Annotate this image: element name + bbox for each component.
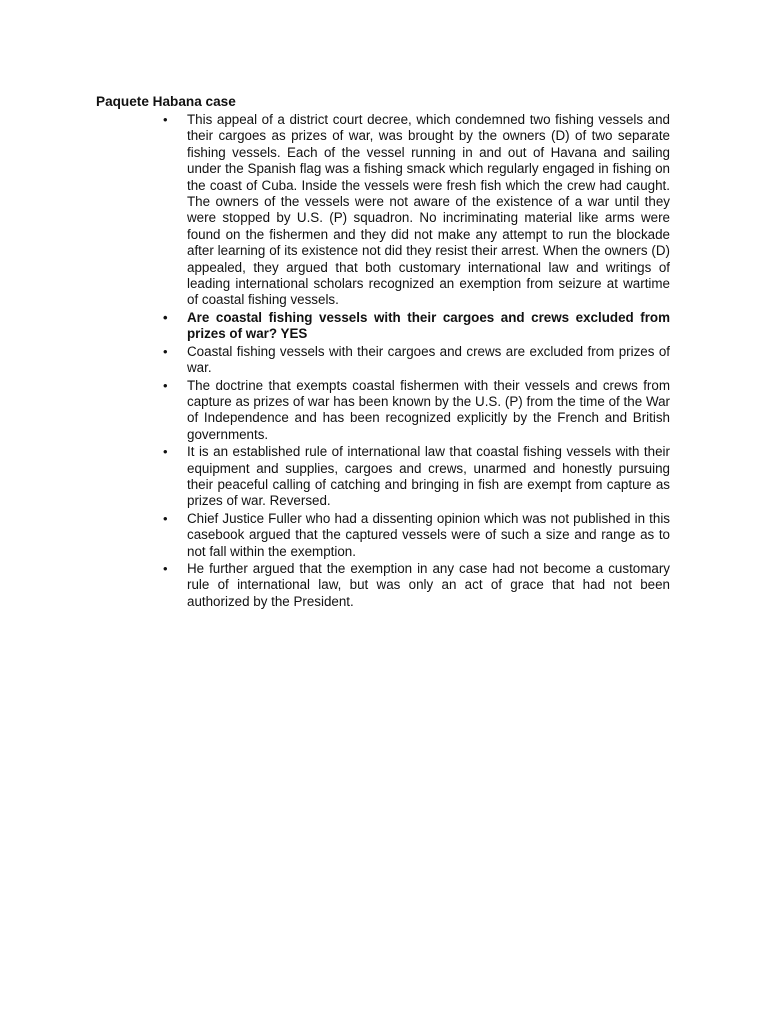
page-title: Paquete Habana case xyxy=(96,94,236,109)
bullet-icon: • xyxy=(163,343,168,359)
list-item-text: Chief Justice Fuller who had a dissenting opinion which was not published in this casebook argued that the captured vessels were of such a size and range as to not fall within the exemption. xyxy=(187,510,670,559)
list-item-text: The doctrine that exempts coastal fishermen with their vessels and crews from capture as prizes of war has been known by the U.S. (P) from the time of the War of Independence and has been recognized explicitly by the French and British governments. xyxy=(187,377,670,442)
bullet-icon: • xyxy=(163,510,168,526)
list-item-facts xyxy=(160,112,670,309)
list-item-holding xyxy=(160,444,670,510)
list-item-rule xyxy=(160,344,670,377)
list-item-text: He further argued that the exemption in any case had not become a customary rule of international law, but was only an act of grace that had not been authorized by the President. xyxy=(187,560,670,609)
list-item-text: Are coastal fishing vessels with their cargoes and crews excluded from prizes of war? YES xyxy=(187,309,670,342)
bullet-icon: • xyxy=(163,560,168,576)
bullet-icon: • xyxy=(163,112,168,127)
bullet-icon: • xyxy=(163,377,168,393)
list-item-text: It is an established rule of international law that coastal fishing vessels with their equipment and supplies, cargoes and crews, unarmed and honestly pursuing their peaceful calling of catching and bringing in fish are exempt from capture as prizes of war. Reversed. xyxy=(187,444,670,509)
list-item-dissent xyxy=(160,511,670,560)
list-item-dissent-continued xyxy=(160,561,670,610)
list-item-text: Coastal fishing vessels with their cargoes and crews are excluded from prizes of war. xyxy=(187,343,670,376)
bullet-list xyxy=(160,112,670,611)
list-item-doctrine xyxy=(160,378,670,444)
bullet-icon: • xyxy=(163,309,168,325)
bullet-icon: • xyxy=(163,444,168,460)
list-item-text: This appeal of a district court decree, which condemned two fishing vessels and their cargoes as prizes of war, was brought by the owners (D) of two separate fishing vessels. Each of the vessel running in and out of Havana and sailing under the Spanish flag was a fishing smack which regularly engaged in fishing on the coast of Cuba. Inside the vessels were fresh fish which the crew had caught. The owners of the vessels were not aware of the existence of a war until they were stopped by U.S. (P) squadron. No incriminating material like arms were found on the fishermen and they did not make any attempt to run the blockade after learning of its existence not did they resist their arrest. When the owners (D) appealed, they argued that both customary international law and writings of leading international scholars recognized an exemption from seizure at wartime of coastal fishing vessels. xyxy=(187,112,670,308)
list-item-issue xyxy=(160,310,670,343)
